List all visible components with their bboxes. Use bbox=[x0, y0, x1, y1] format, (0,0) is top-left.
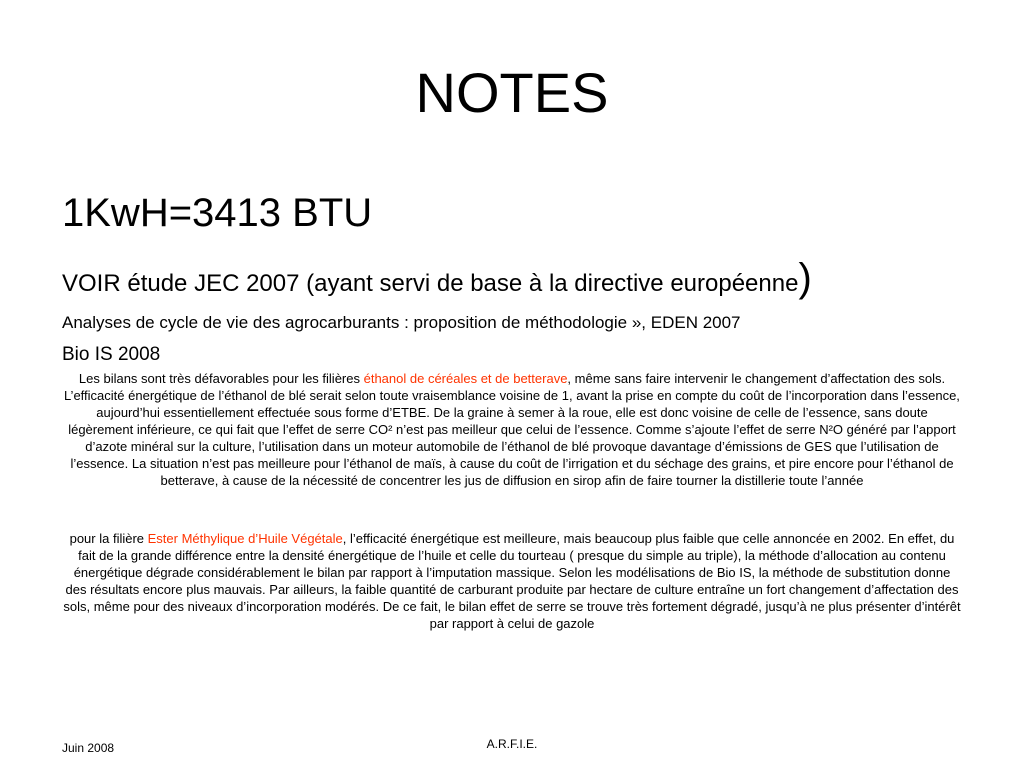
footer-organization: A.R.F.I.E. bbox=[486, 737, 538, 751]
emhv-paragraph-intro: pour la filière bbox=[69, 531, 148, 546]
jec-study-line bbox=[62, 256, 812, 302]
ethanol-paragraph-intro: Les bilans sont très défavorables pour les filières bbox=[78, 371, 364, 386]
jec-study-closing-paren: ) bbox=[798, 256, 812, 300]
eden-analysis-line: Analyses de cycle de vie des agrocarburants : proposition de méthodologie », EDEN 2007 bbox=[62, 313, 741, 332]
ethanol-highlight: éthanol de céréales et de betterave bbox=[363, 371, 568, 386]
footer-date: Juin 2008 bbox=[62, 741, 115, 755]
kwh-conversion-line: 1KwH=3413 BTU bbox=[62, 191, 373, 235]
ethanol-paragraph bbox=[62, 370, 962, 489]
bio-is-line: Bio IS 2008 bbox=[62, 344, 161, 365]
emhv-paragraph bbox=[62, 530, 962, 632]
emhv-highlight: Ester Méthylique d’Huile Végétale bbox=[147, 531, 343, 546]
jec-study-text: VOIR étude JEC 2007 (ayant servi de base à la directive européenne bbox=[62, 270, 799, 297]
emhv-paragraph-body: , l’efficacité énergétique est meilleure, mais beaucoup plus faible que celle annoncée en 2002. En effet, du fait de la grande différence entre la densité énergétique de l’huile et celle du tourteau ( presque du simple au triple), la méthode d’allocation au contenu énergétique dégrade considérablement le bilan par rapport à l’imputation massique. Selon les modélisations de Bio IS, la méthode de substitution donne des résultats encore plus mauvais. Par ailleurs, la faible quantité de carburant produite par hectare de culture entraîne un fort changement d’affectation des sols, même pour des niveaux d’incorporation modérés. De ce fait, le bilan effet de serre se trouve très fortement dégradé, jusqu’à ne plus présenter d’intérêt par rapport à celui de gazole bbox=[63, 531, 961, 631]
ethanol-paragraph-body: , même sans faire intervenir le changement d’affectation des sols. L’efficacité énergétique de l’éthanol de blé serait selon toute vraisemblance voisine de 1, avant la prise en compte du coût de l’incorporation dans l’essence, aujourd’hui essentiellement effectuée sous forme d’ETBE. De la graine à semer à la roue, elle est donc voisine de celle de l’essence, sans doute légèrement inférieure, ce qui fait que l’effet de serre CO² n’est pas meilleur que celui de l’essence. Comme s’ajoute l’effet de serre N²O généré par l’apport d’azote minéral sur la culture, l’utilisation dans un moteur automobile de l’éthanol de blé provoque davantage d’émissions de GES que l’utilisation de l’essence. La situation n’est pas meilleure pour l’éthanol de maïs, à cause du coût de l’irrigation et du séchage des grains, et pire encore pour l’éthanol de betterave, à cause de la nécessité de concentrer les jus de diffusion en sirop afin de faire tourner la distillerie toute l’année bbox=[64, 371, 960, 488]
slide-title: NOTES bbox=[415, 61, 609, 124]
